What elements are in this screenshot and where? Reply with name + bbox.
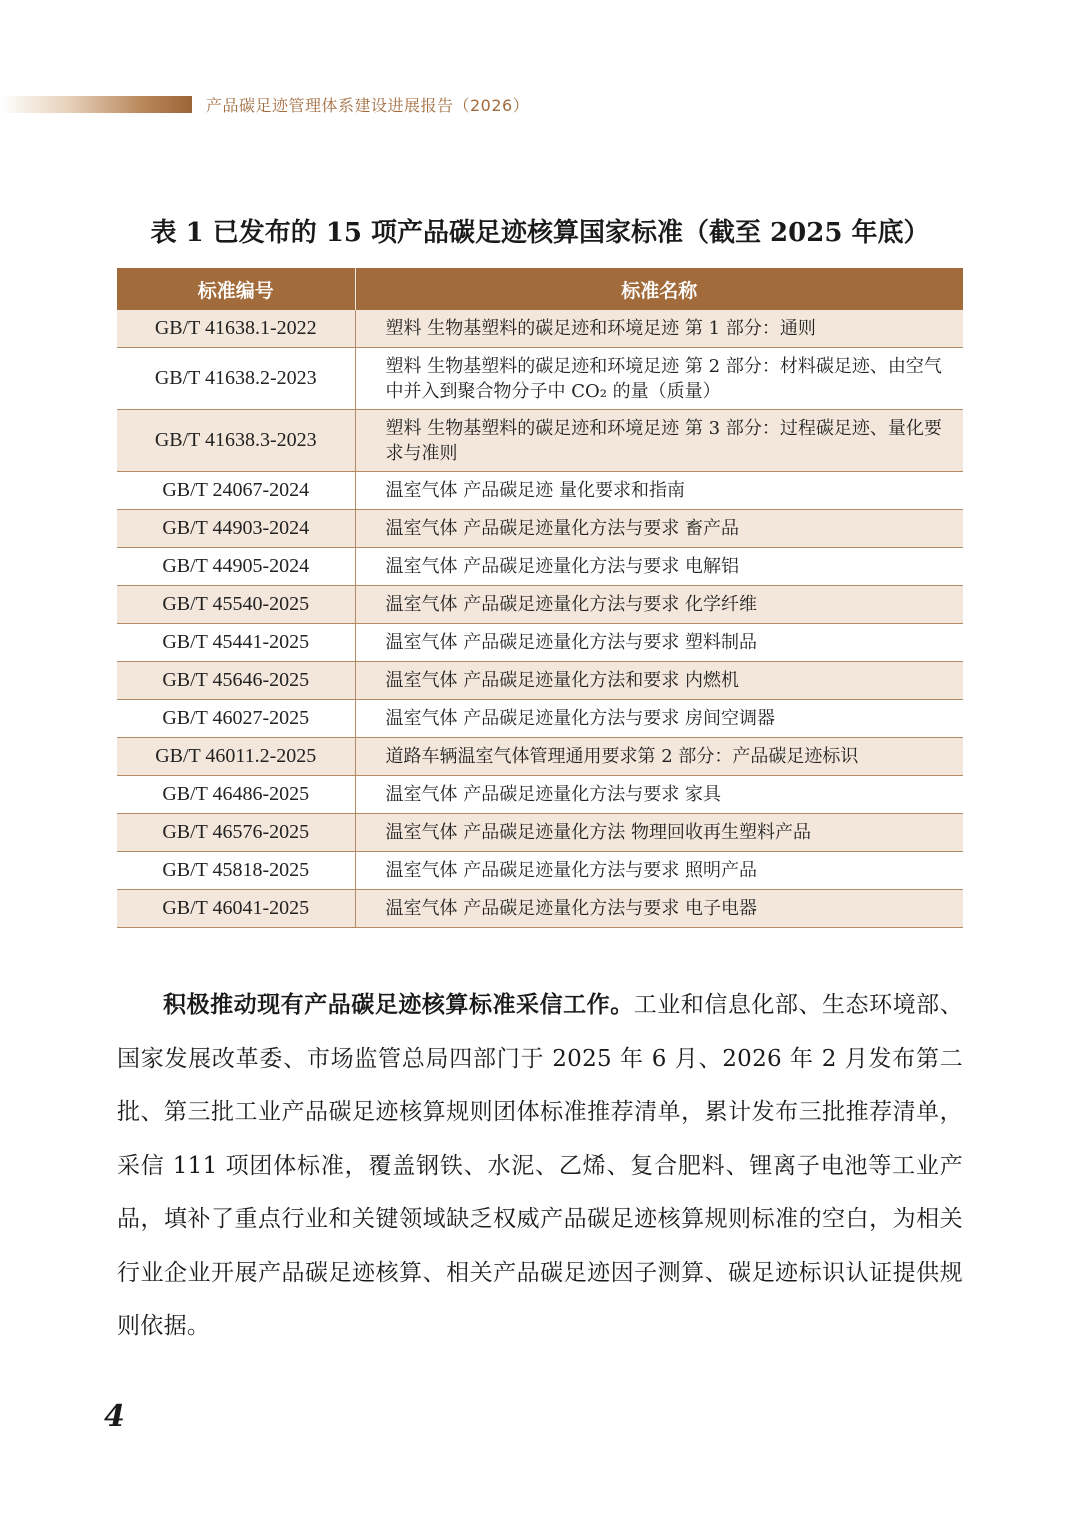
table-row	[117, 410, 963, 472]
standard-name: 温室气体 产品碳足迹量化方法与要求 畜产品	[355, 510, 963, 548]
table-row	[117, 348, 963, 410]
paragraph-text: 工业和信息化部、生态环境部、国家发展改革委、市场监管总局四部门于 2025 年 6 月、2026 年 2 月发布第二批、第三批工业产品碳足迹核算规则团体标准推荐清单，累计发布三批推荐清单，采信 111 项团体标准，覆盖钢铁、水泥、乙烯、复合肥料、锂离子电池等工业产品，填补了重点行业和关键领域缺乏权威产品碳足迹核算规则标准的空白，为相关行业企业开展产品碳足迹核算、相关产品碳足迹因子测算、碳足迹标识认证提供规则依据。	[117, 992, 964, 1339]
table-row	[117, 310, 963, 348]
table-row	[117, 662, 963, 700]
standard-name: 温室气体 产品碳足迹量化方法 物理回收再生塑料产品	[355, 814, 963, 852]
standard-code: GB/T 44905-2024	[117, 548, 355, 586]
table-header-row	[117, 268, 963, 310]
standard-code: GB/T 41638.1-2022	[117, 310, 355, 348]
standard-code: GB/T 41638.3-2023	[117, 410, 355, 472]
table-row	[117, 472, 963, 510]
standard-code: GB/T 46576-2025	[117, 814, 355, 852]
standard-name: 温室气体 产品碳足迹量化方法与要求 化学纤维	[355, 586, 963, 624]
body-paragraph	[117, 978, 963, 1354]
table-row	[117, 890, 963, 928]
table-row	[117, 548, 963, 586]
table-row	[117, 852, 963, 890]
standard-name: 温室气体 产品碳足迹 量化要求和指南	[355, 472, 963, 510]
standard-code: GB/T 45818-2025	[117, 852, 355, 890]
standard-code: GB/T 45540-2025	[117, 586, 355, 624]
column-header-code: 标准编号	[117, 268, 355, 310]
table-row	[117, 624, 963, 662]
table-row	[117, 738, 963, 776]
page-number: 4	[104, 1399, 125, 1434]
standard-name: 塑料 生物基塑料的碳足迹和环境足迹 第 2 部分：材料碳足迹、由空气中并入到聚合物分子中 CO₂ 的量（质量）	[355, 348, 963, 410]
standard-name: 塑料 生物基塑料的碳足迹和环境足迹 第 1 部分：通则	[355, 310, 963, 348]
table-row	[117, 814, 963, 852]
standard-name: 温室气体 产品碳足迹量化方法与要求 电解铝	[355, 548, 963, 586]
table-title: 表 1 已发布的 15 项产品碳足迹核算国家标准（截至 2025 年底）	[150, 218, 930, 248]
standard-code: GB/T 45441-2025	[117, 624, 355, 662]
standard-name: 温室气体 产品碳足迹量化方法与要求 家具	[355, 776, 963, 814]
column-header-name: 标准名称	[355, 268, 963, 310]
standards-table	[117, 268, 963, 928]
paragraph-lead: 积极推动现有产品碳足迹核算标准采信工作。	[163, 991, 634, 1018]
running-header: 产品碳足迹管理体系建设进展报告（2026）	[206, 96, 530, 115]
standard-name: 塑料 生物基塑料的碳足迹和环境足迹 第 3 部分：过程碳足迹、量化要求与准则	[355, 410, 963, 472]
standard-code: GB/T 46027-2025	[117, 700, 355, 738]
table-row	[117, 776, 963, 814]
standard-code: GB/T 46041-2025	[117, 890, 355, 928]
standard-name: 道路车辆温室气体管理通用要求第 2 部分：产品碳足迹标识	[355, 738, 963, 776]
standard-name: 温室气体 产品碳足迹量化方法和要求 内燃机	[355, 662, 963, 700]
standard-name: 温室气体 产品碳足迹量化方法与要求 房间空调器	[355, 700, 963, 738]
header-decoration-bar	[0, 96, 192, 113]
standard-code: GB/T 44903-2024	[117, 510, 355, 548]
standard-name: 温室气体 产品碳足迹量化方法与要求 电子电器	[355, 890, 963, 928]
standard-code: GB/T 45646-2025	[117, 662, 355, 700]
standard-name: 温室气体 产品碳足迹量化方法与要求 照明产品	[355, 852, 963, 890]
table-row	[117, 586, 963, 624]
standard-code: GB/T 41638.2-2023	[117, 348, 355, 410]
table-row	[117, 700, 963, 738]
table-row	[117, 510, 963, 548]
standard-code: GB/T 24067-2024	[117, 472, 355, 510]
standard-name: 温室气体 产品碳足迹量化方法与要求 塑料制品	[355, 624, 963, 662]
standard-code: GB/T 46011.2-2025	[117, 738, 355, 776]
standard-code: GB/T 46486-2025	[117, 776, 355, 814]
